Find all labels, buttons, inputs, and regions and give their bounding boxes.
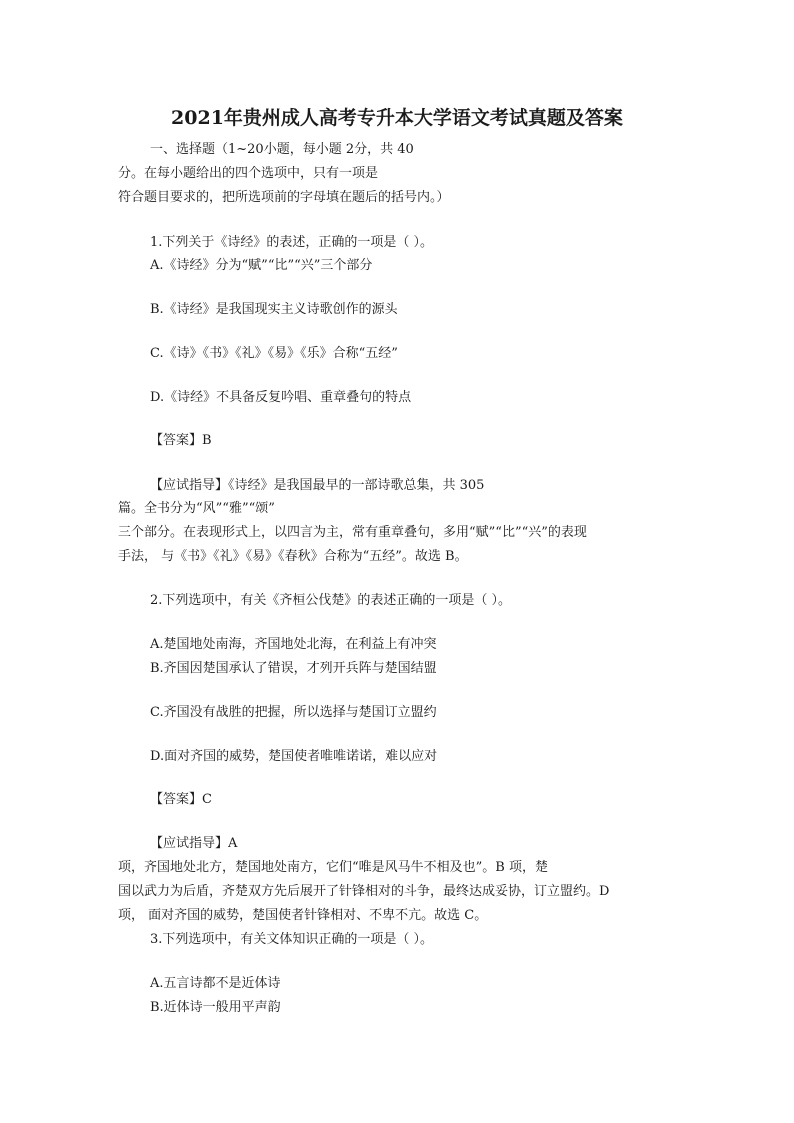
question-1-option-b: B.《诗经》是我国现实主义诗歌创作的源头 <box>150 302 398 317</box>
question-2-stem: 2.下列选项中，有关《齐桓公伐楚》的表述正确的一项是（ ）。 <box>150 593 512 608</box>
document-title: 2021年贵州成人高考专升本大学语文考试真题及答案 <box>171 107 623 129</box>
question-2-option-d: D.面对齐国的威势，楚国使者唯唯诺诺，难以应对 <box>150 749 438 764</box>
question-2-guide-line-2: 项，齐国地处北方，楚国地处南方，它们“唯是风马牛不相及也”。B 项，楚 <box>118 860 548 875</box>
question-2-guide-line-1: 【应试指导】A <box>150 836 238 851</box>
question-1-stem: 1.下列关于《诗经》的表述，正确的一项是（ ）。 <box>150 235 434 250</box>
section-heading-line-3: 符合题目要求的，把所选项前的字母填在题后的括号内。） <box>118 190 450 205</box>
question-2-answer: 【答案】C <box>150 792 212 807</box>
question-2-option-c: C.齐国没有战胜的把握，所以选择与楚国订立盟约 <box>150 705 437 720</box>
question-3-stem: 3.下列选项中，有关文体知识正确的一项是（ ）。 <box>150 932 434 947</box>
question-1-option-a: A.《诗经》分为“赋”“比”“兴”三个部分 <box>150 258 373 273</box>
question-1-guide-line-3: 三个部分。在表现形式上，以四言为主，常有重章叠句，多用“赋”“比”“兴”的表现 <box>118 525 587 540</box>
question-1-guide-line-2: 篇。全书分为“风”“雅”“颂” <box>118 501 275 516</box>
question-2-guide-line-4: 项， 面对齐国的威势，楚国使者针锋相对、不卑不亢。故选 C。 <box>118 908 488 923</box>
section-heading-line-1: 一、选择题（1~20小题，每小题 2分，共 40 <box>150 142 414 157</box>
question-2-guide-line-3: 国以武力为后盾，齐楚双方先后展开了针锋相对的斗争，最终达成妥协，订立盟约。D <box>118 884 610 899</box>
question-1-guide-line-4: 手法， 与《书》《礼》《易》《春秋》合称为“五经”。故选 B。 <box>118 549 468 564</box>
question-3-option-a: A.五言诗都不是近体诗 <box>150 976 281 991</box>
question-2-option-a: A.楚国地处南海，齐国地处北海，在利益上有冲突 <box>150 637 437 652</box>
question-3-option-b: B.近体诗一般用平声韵 <box>150 1000 281 1015</box>
question-1-guide-line-1: 【应试指导】《诗经》是我国最早的一部诗歌总集，共 305 <box>150 478 485 493</box>
question-1-answer: 【答案】B <box>150 433 212 448</box>
question-2-option-b: B.齐国因楚国承认了错误，才列开兵阵与楚国结盟 <box>150 661 437 676</box>
section-heading-line-2: 分。在每小题给出的四个选项中，只有一项是 <box>118 166 379 181</box>
question-1-option-d: D.《诗经》不具备反复吟唱、重章叠句的特点 <box>150 390 412 405</box>
question-1-option-c: C.《诗》《书》《礼》《易》《乐》合称“五经” <box>150 346 398 361</box>
